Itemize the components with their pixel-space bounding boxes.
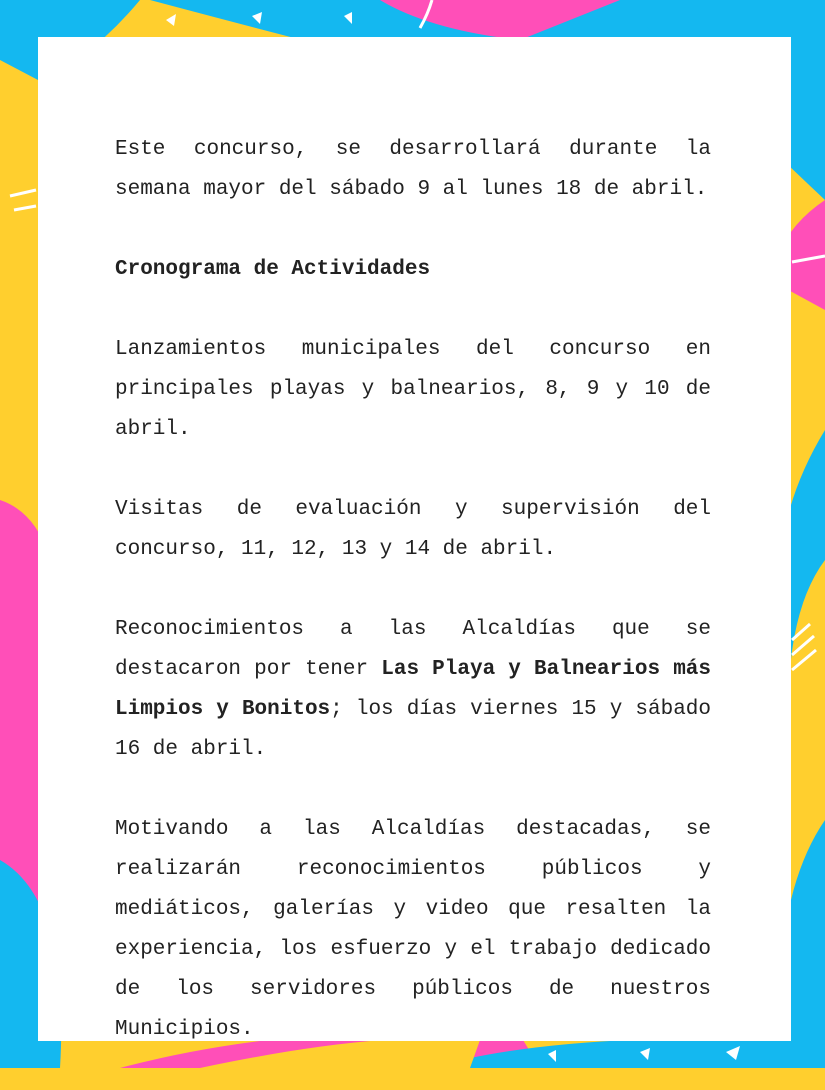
- recognition-highlight: Las Playa y Balnearios más Limpios y Bonitos: [115, 658, 711, 721]
- schedule-heading: Cronograma de Actividades: [115, 258, 431, 281]
- visits-paragraph: Visitas de evaluación y supervisión del concurso, 11, 12, 13 y 14 de abril.: [115, 498, 711, 561]
- recognition-text-end: ; los días viernes 15 y sábado 16 de abril.: [115, 698, 711, 761]
- document-body: [115, 130, 711, 1090]
- closing-paragraph: Motivando a las Alcaldías destacadas, se realizarán reconocimientos públicos y mediáticos, galerías y video que resalten la experiencia, los esfuerzo y el trabajo dedicado de los servidores públicos de nuestros Municipios.: [115, 818, 711, 1041]
- document-page: [38, 37, 791, 1041]
- intro-paragraph: Este concurso, se desarrollará durante la semana mayor del sábado 9 al lunes 18 de abril.: [115, 138, 711, 201]
- recognition-paragraph: [115, 610, 711, 770]
- recognition-text-start: Reconocimientos a las Alcaldías que se destacaron por tener: [115, 618, 711, 681]
- launch-paragraph: Lanzamientos municipales del concurso en principales playas y balnearios, 8, 9 y 10 de abril.: [115, 338, 711, 441]
